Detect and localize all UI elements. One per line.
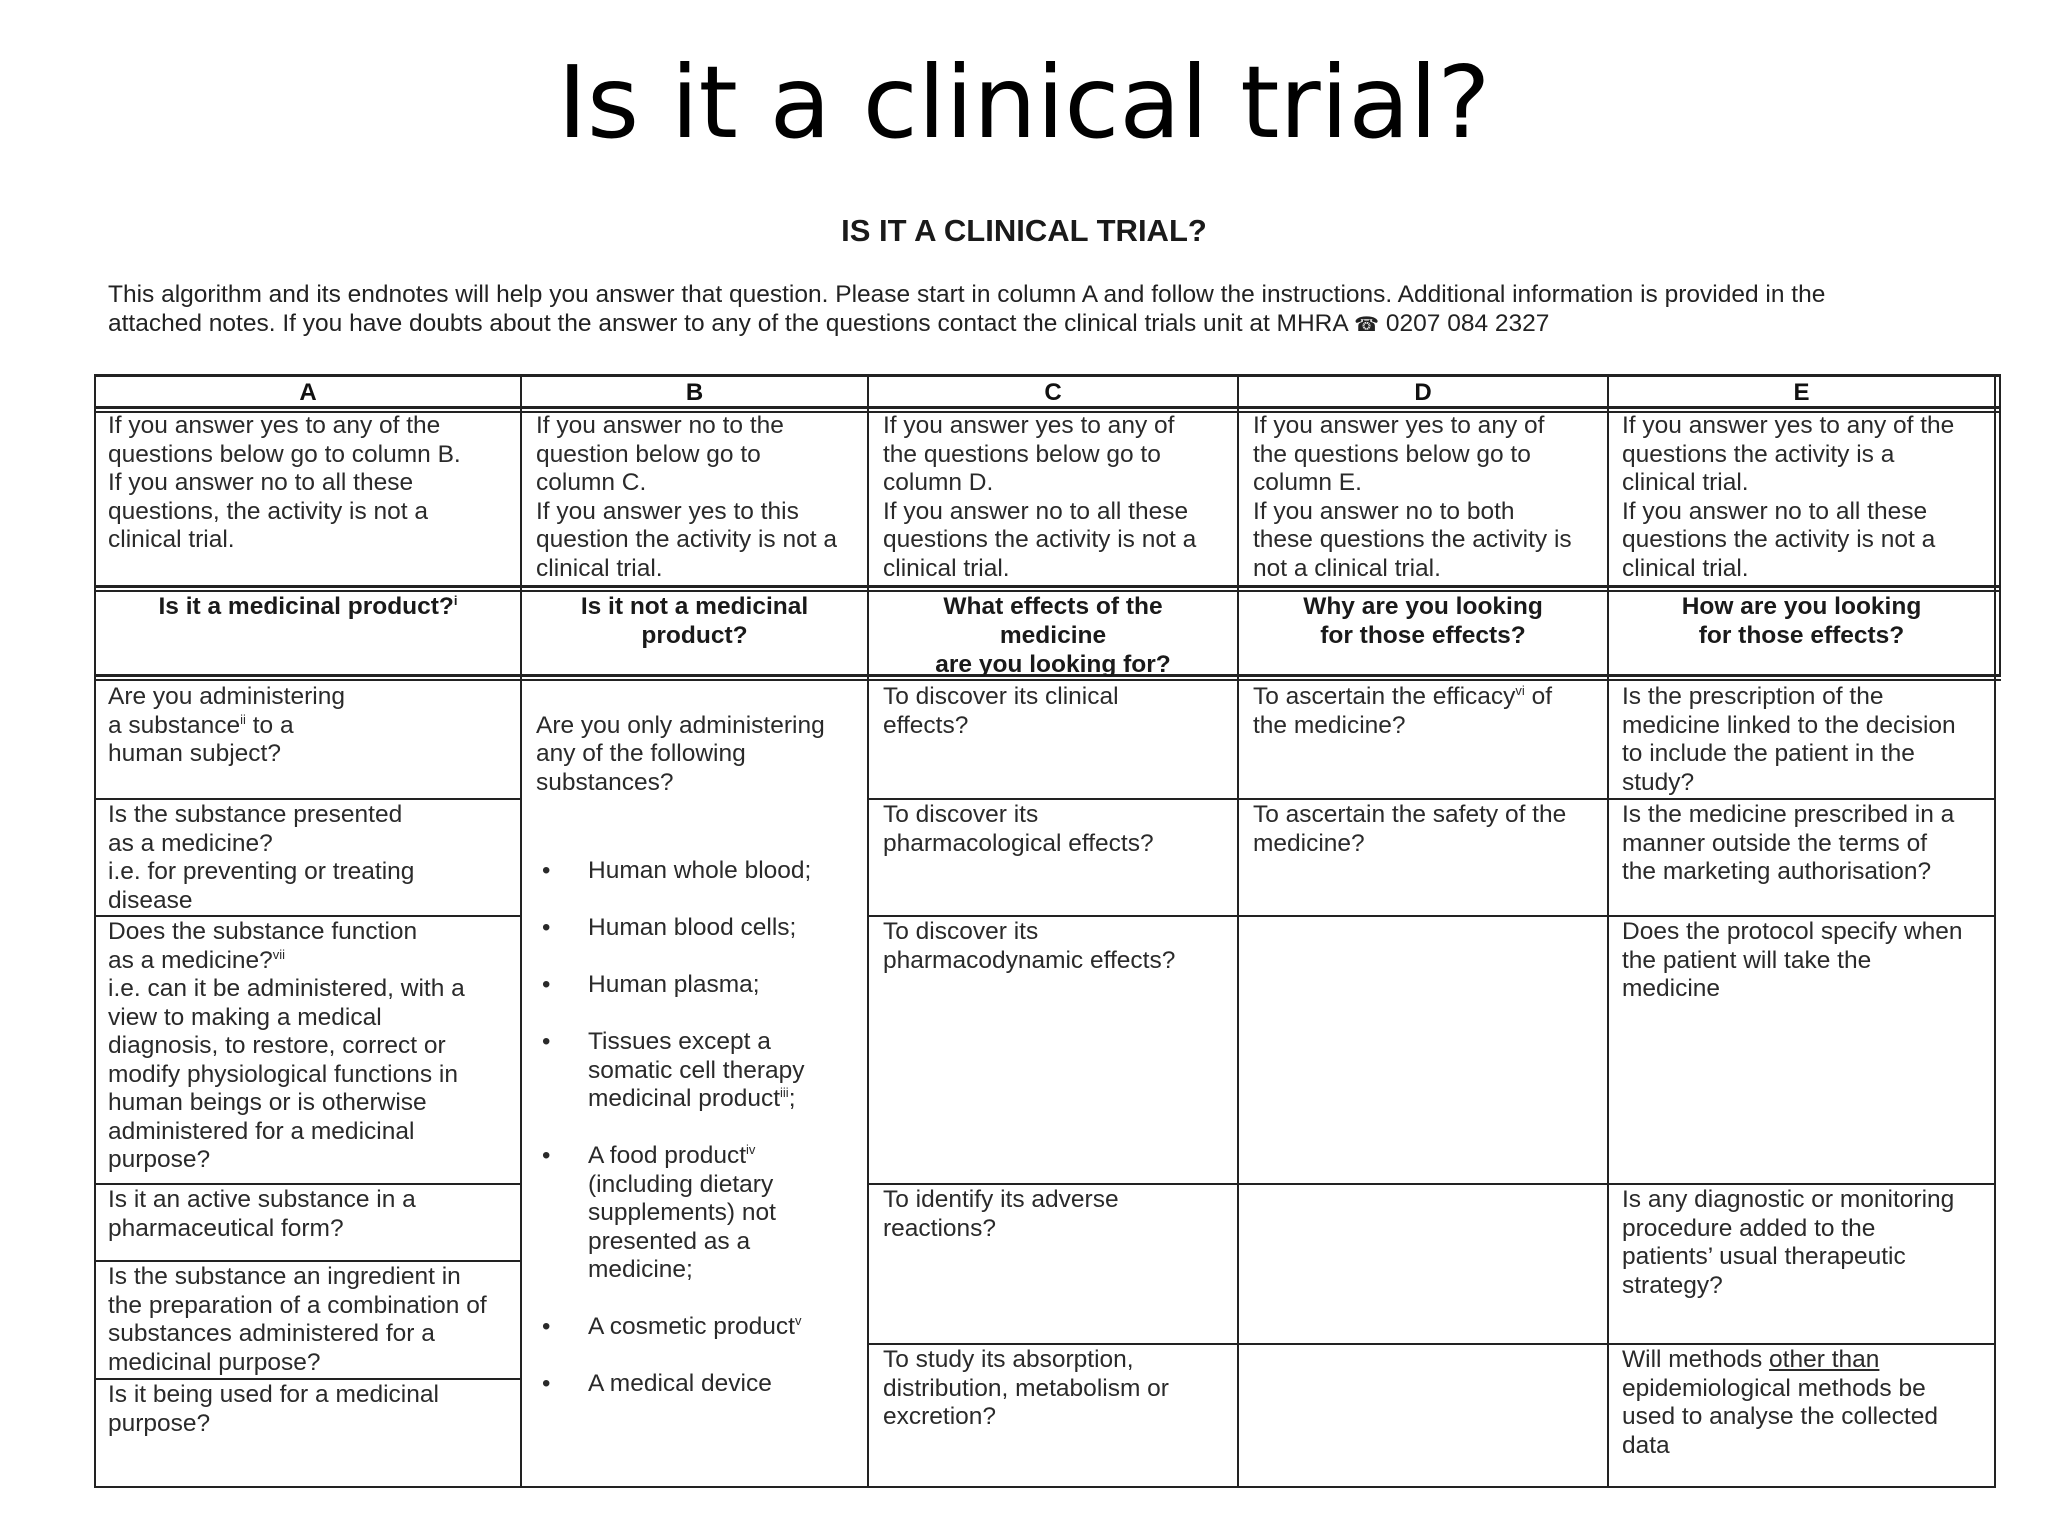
- column-b-instructions: If you answer no to the question below go to column C. If you answer yes to this question the activity is not a clinical trial.: [536, 412, 837, 582]
- cell-text: ;: [788, 1085, 796, 1112]
- grid-line: [94, 1183, 522, 1185]
- column-c-question-4: To identify its adverse reactions?: [883, 1186, 1119, 1242]
- column-e-question-2: Is the medicine prescribed in a manner outside the terms of the marketing authorisation?: [1622, 801, 1955, 885]
- column-c-question-5: To study its absorption, distribution, metabolism or excretion?: [883, 1346, 1169, 1430]
- column-a-instructions: If you answer yes to any of the questions below go to column B. If you answer no to all these questions, the activity is not a clinical trial.: [108, 412, 461, 553]
- column-e-question-1: Is the prescription of the medicine linked to the decision to include the patient in the study?: [1622, 683, 1956, 796]
- intro-line-2-text: attached notes. If you have doubts about the answer to any of the questions contact the clinical trials unit at MHRA: [108, 310, 1348, 337]
- cell-text: Will methods: [1622, 1346, 1770, 1373]
- column-b-question: Is it not a medicinal product?: [580, 593, 809, 649]
- endnote-marker: vii: [272, 946, 286, 962]
- column-a-question: [96, 592, 520, 621]
- list-item: [536, 1142, 866, 1285]
- cell-text: epidemiological methods be used to analyse the collected data: [1622, 1374, 1938, 1459]
- column-a-question-3: [108, 918, 518, 1175]
- grid-line: [94, 374, 2001, 377]
- column-d-question-1: [1253, 683, 1605, 740]
- intro-line-2: [108, 309, 1958, 340]
- cell-text: i.e. can it be administered, with a view to making a medical diagnosis, to restore, correct or modify physiological functions in human beings or is otherwise administered for a medicinal purpose?: [108, 975, 465, 1173]
- grid-line: [94, 915, 522, 917]
- grid-line: [867, 798, 1996, 800]
- column-e-question-5: [1622, 1346, 1992, 1460]
- phone-number: 0207 084 2327: [1385, 310, 1550, 337]
- list-item: • Human plasma;: [536, 971, 866, 1000]
- column-b-content: [536, 683, 866, 1456]
- column-d-header: D: [1414, 379, 1432, 406]
- column-a-question-5: Is the substance an ingredient in the preparation of a combination of substances administered for a medicinal purpose?: [108, 1263, 487, 1376]
- intro-text: [108, 280, 1958, 340]
- endnote-marker: i: [453, 592, 458, 608]
- list-item: • A medical device: [536, 1370, 866, 1399]
- endnote-marker: iii: [780, 1084, 789, 1100]
- column-e-question: How are you looking for those effects?: [1681, 593, 1922, 649]
- underlined-text: other than: [1769, 1346, 1880, 1373]
- column-d-question: Why are you looking for those effects?: [1303, 593, 1543, 649]
- column-e-question-4: Is any diagnostic or monitoring procedure added to the patients’ usual therapeutic strategy?: [1622, 1186, 1955, 1299]
- endnote-marker: ii: [240, 711, 246, 727]
- column-c-instructions: If you answer yes to any of the questions below go to column D. If you answer no to all these questions the activity is not a clinical trial.: [883, 412, 1197, 582]
- cell-text: Tissues except a somatic cell therapy medicinal product: [588, 1028, 805, 1112]
- grid-line: [1237, 374, 1239, 1488]
- grid-line: [867, 374, 869, 1488]
- cell-text: A food product: [588, 1142, 747, 1169]
- grid-line: [1999, 374, 2001, 676]
- grid-line: [94, 585, 2001, 588]
- cell-text: of the medicine?: [1253, 683, 1553, 739]
- grid-line: [94, 679, 2001, 681]
- column-c-header: C: [1044, 379, 1062, 406]
- cell-text: To ascertain the efficacy: [1253, 683, 1516, 710]
- column-b-lead: Are you only administering any of the following substances?: [536, 711, 825, 796]
- grid-line: [1994, 374, 1996, 1488]
- column-e-question-3: Does the protocol specify when the patient will take the medicine: [1622, 918, 1963, 1002]
- substance-list: [536, 829, 866, 1428]
- column-b-header: B: [685, 379, 704, 406]
- column-a-question-2: Is the substance presented as a medicine? i.e. for preventing or treating disease: [108, 801, 415, 914]
- grid-line: [94, 374, 96, 1488]
- column-a-question-1: [108, 683, 518, 769]
- column-c-question-3: To discover its pharmacodynamic effects?: [883, 918, 1176, 974]
- column-d-instructions: If you answer yes to any of the questions below go to column E. If you answer no to both these questions the activity is not a clinical trial.: [1253, 412, 1572, 582]
- column-c-question: What effects of the medicine are you looking for?: [935, 593, 1171, 678]
- grid-line: [867, 1343, 1996, 1345]
- column-c-question-1: To discover its clinical effects?: [883, 683, 1119, 739]
- column-a-question-text: Is it a medicinal product?: [158, 593, 454, 620]
- column-e-instructions: If you answer yes to any of the questions the activity is a clinical trial. If you answer no to all these questions the activity is not a clinical trial.: [1622, 412, 1955, 582]
- list-item: • Human blood cells;: [536, 914, 866, 943]
- endnote-marker: vi: [1515, 682, 1525, 698]
- grid-line: [94, 798, 522, 800]
- cell-text: Are you administering a substance: [108, 683, 345, 739]
- endnote-marker: iv: [746, 1141, 756, 1157]
- grid-line: [1607, 374, 1609, 1488]
- phone-icon: ☎: [1354, 314, 1380, 336]
- grid-line: [867, 1183, 1996, 1185]
- cell-text: to a human subject?: [108, 711, 294, 767]
- column-a-header: A: [299, 379, 317, 406]
- grid-line: [94, 1260, 522, 1262]
- document-heading: IS IT A CLINICAL TRIAL?: [841, 213, 1207, 248]
- cell-text: Does the substance function as a medicine?: [108, 918, 418, 974]
- column-e-header: E: [1793, 379, 1810, 406]
- grid-line: [94, 1378, 522, 1380]
- cell-text: (including dietary supplements) not presented as a medicine;: [588, 1170, 776, 1283]
- intro-line-1: This algorithm and its endnotes will help you answer that question. Please start in column A and follow the instructions. Additional information is provided in the: [108, 281, 1826, 308]
- grid-line: [867, 915, 1996, 917]
- list-item: [536, 1313, 866, 1342]
- cell-text: A cosmetic product: [588, 1313, 795, 1340]
- slide-title: Is it a clinical trial?: [557, 44, 1491, 161]
- grid-line: [520, 374, 522, 1488]
- grid-line: [94, 1486, 1996, 1488]
- column-d-question-2: To ascertain the safety of the medicine?: [1253, 801, 1567, 857]
- column-c-question-2: To discover its pharmacological effects?: [883, 801, 1154, 857]
- list-item: • Human whole blood;: [536, 857, 866, 886]
- column-a-question-6: Is it being used for a medicinal purpose?: [108, 1381, 439, 1437]
- list-item: [536, 1028, 866, 1114]
- column-a-question-4: Is it an active substance in a pharmaceutical form?: [108, 1186, 416, 1242]
- endnote-marker: v: [794, 1312, 802, 1328]
